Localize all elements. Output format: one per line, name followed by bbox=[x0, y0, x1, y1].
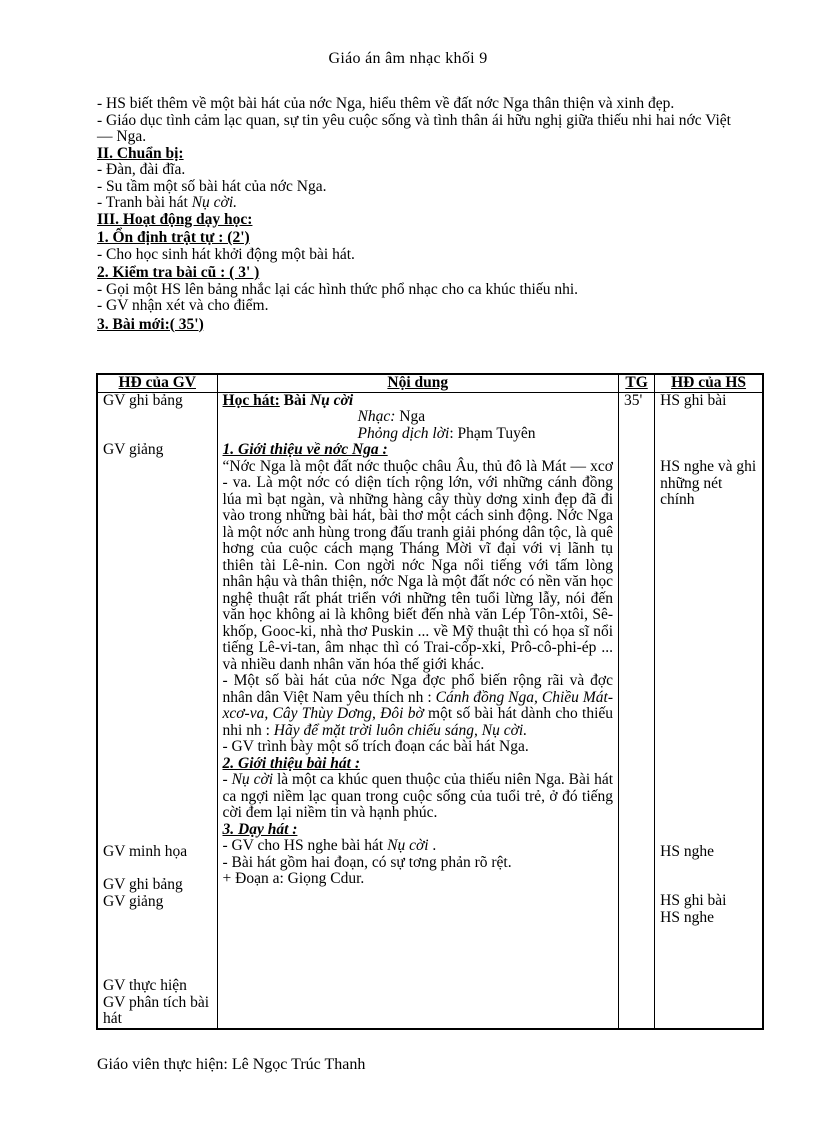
prep-item-3 bbox=[97, 195, 737, 212]
country-description: “Nớc Nga là một đất nớc thuộc châu Âu, thủ đô là Mát — xcơ - va. Là một nớc có diện tích rộng lớn, với những cánh đồng lúa mì bạt ngàn, và những hàng cây thùy dơng xinh đẹp đã đi vào trong những bài hát, bài thơ một cách sinh động. Nớc Nga là một nớc anh hùng trong đấu tranh giải phóng dân tộc, là quê hơng của cuộc cách mạng Tháng Mời vĩ đại với vị lãnh tụ thiên tài Lê-nin. Con ngời nớc Nga nổi tiếng với tấm lòng nhân hậu và thân thiện, nớc Nga là một đất nớc có nền văn học nghệ thuật rất phát triển với những tên tuổi lừng lẫy, nói đến văn học không ai là không biết đến nhà văn Lép Tôn-xtôi, Sê-khốp, Gooc-ki, nhà thơ Puskin ... về Mỹ thuật thì có họa sĩ nổi tiếng Lê-vi-tan, âm nhạc thì có Trai-cốp-xki, Prô-cô-phi-ép ... và nhiều danh nhân văn hóa thế giới khác. bbox=[222, 457, 614, 673]
hs-step-4: HS ghi bài bbox=[660, 892, 727, 909]
hs-column bbox=[655, 392, 763, 1029]
header-content: Nội dung bbox=[217, 374, 619, 392]
listen-line: - GV cho HS nghe bài hát Nụ cời . bbox=[222, 837, 437, 854]
gv-column bbox=[97, 392, 217, 1029]
prep-item-3-title: Nụ cời. bbox=[191, 194, 238, 211]
gv-step-2: GV giảng bbox=[103, 441, 164, 458]
page-header: Giáo án âm nhạc khối 9 bbox=[328, 50, 488, 67]
prep-heading: II. Chuẩn bị: bbox=[97, 144, 184, 162]
subheading-intro-song: 2. Giới thiệu bài hát : bbox=[222, 754, 361, 772]
subheading-teach-song: 3. Dạy hát : bbox=[222, 820, 298, 838]
gv-step-7: GV phân tích bài hát bbox=[103, 993, 210, 1027]
gv-step-5: GV giảng bbox=[103, 892, 164, 910]
gv-step-3: GV minh họa bbox=[103, 842, 188, 860]
header-hs: HĐ của HS bbox=[655, 374, 763, 392]
prep-item-2: - Su tầm một số bài hát của nớc Nga. bbox=[97, 177, 327, 195]
hs-step-5: HS nghe bbox=[660, 908, 714, 926]
header-time: TG bbox=[619, 374, 655, 392]
gv-step-4: GV ghi bảng bbox=[103, 876, 183, 893]
music-line: Nhạc: Nga bbox=[357, 408, 426, 425]
section-2-heading: 2. Kiểm tra bài cũ : ( 3' ) bbox=[97, 264, 260, 281]
gv-step-6: GV thực hiện bbox=[103, 977, 187, 994]
lesson-table bbox=[96, 373, 764, 1030]
section-2-text-1: - Gọi một HS lên bảng nhắc lại các hình thức phổ nhạc cho ca khúc thiếu nhi. bbox=[97, 280, 579, 298]
hs-step-2: HS nghe và ghi những nét chính bbox=[660, 458, 757, 508]
section-2-text-2: - GV nhận xét và cho điểm. bbox=[97, 297, 269, 314]
intro-line-1: - HS biết thêm về một bài hát của nớc Nga, hiểu thêm về đất nớc Nga thân thiện và xinh đẹp. bbox=[97, 95, 675, 112]
time-value: 35' bbox=[624, 391, 643, 409]
table-header-row bbox=[97, 374, 763, 392]
section-1-heading: 1. Ổn định trật tự : (2') bbox=[97, 229, 250, 246]
lyrics-line: Phỏng dịch lời: Phạm Tuyên bbox=[357, 424, 536, 442]
table-row bbox=[97, 392, 763, 1029]
hs-step-1: HS ghi bài bbox=[660, 391, 727, 409]
section-1-text: - Cho học sinh hát khởi động một bài hát. bbox=[97, 245, 355, 263]
section-a-line: + Đoạn a: Giọng Cdur. bbox=[222, 870, 365, 887]
section-3-heading: 3. Bài mới:( 35') bbox=[97, 315, 204, 333]
structure-line: - Bài hát gồm hai đoạn, có sự tơng phản rõ rệt. bbox=[222, 853, 512, 871]
lesson-title-line: Học hát: Bài Nụ cời bbox=[222, 391, 354, 409]
gv-step-1: GV ghi bảng bbox=[103, 391, 183, 409]
hs-step-3: HS nghe bbox=[660, 842, 714, 860]
song-description: - Nụ cời là một ca khúc quen thuộc của thiếu niên Nga. Bài hát ca ngợi niềm lạc quan trong cuộc sống của tuổi trẻ, ở đó tiếng cời đem lại niềm tin và hạnh phúc. bbox=[222, 771, 614, 821]
excerpt-paragraph: - GV trình bày một số trích đoạn các bài hát Nga. bbox=[222, 738, 529, 755]
subheading-intro-country: 1. Giới thiệu về nớc Nga : bbox=[222, 441, 388, 458]
content-column bbox=[217, 392, 619, 1029]
popular-songs-paragraph: - Một số bài hát của nớc Nga đợc phổ biến rộng rãi và đợc nhân dân Việt Nam yêu thích nh : Cánh đồng Nga, Chiều Mát-xcơ-va, Cây Thùy Dơng, Đôi bờ một số bài hát dành cho thiếu nhi nh : Hãy để mặt trời luôn chiếu sáng, Nụ cời. bbox=[222, 672, 614, 739]
activities-heading: III. Hoạt động dạy học: bbox=[97, 210, 253, 228]
time-column bbox=[619, 392, 655, 1029]
prep-item-3-prefix: - Tranh bài hát bbox=[97, 194, 192, 211]
prep-item-1: - Đàn, đài đĩa. bbox=[97, 161, 186, 178]
header-gv: HĐ của GV bbox=[97, 374, 217, 392]
intro-line-2: - Giáo dục tình cảm lạc quan, sự tin yêu cuộc sống và tình thân ái hữu nghị giữa thiếu nhi hai nớc Việt — Nga. bbox=[97, 111, 731, 145]
document-body bbox=[97, 96, 737, 333]
teacher-footer: Giáo viên thực hiện: Lê Ngọc Trúc Thanh bbox=[97, 1056, 366, 1073]
